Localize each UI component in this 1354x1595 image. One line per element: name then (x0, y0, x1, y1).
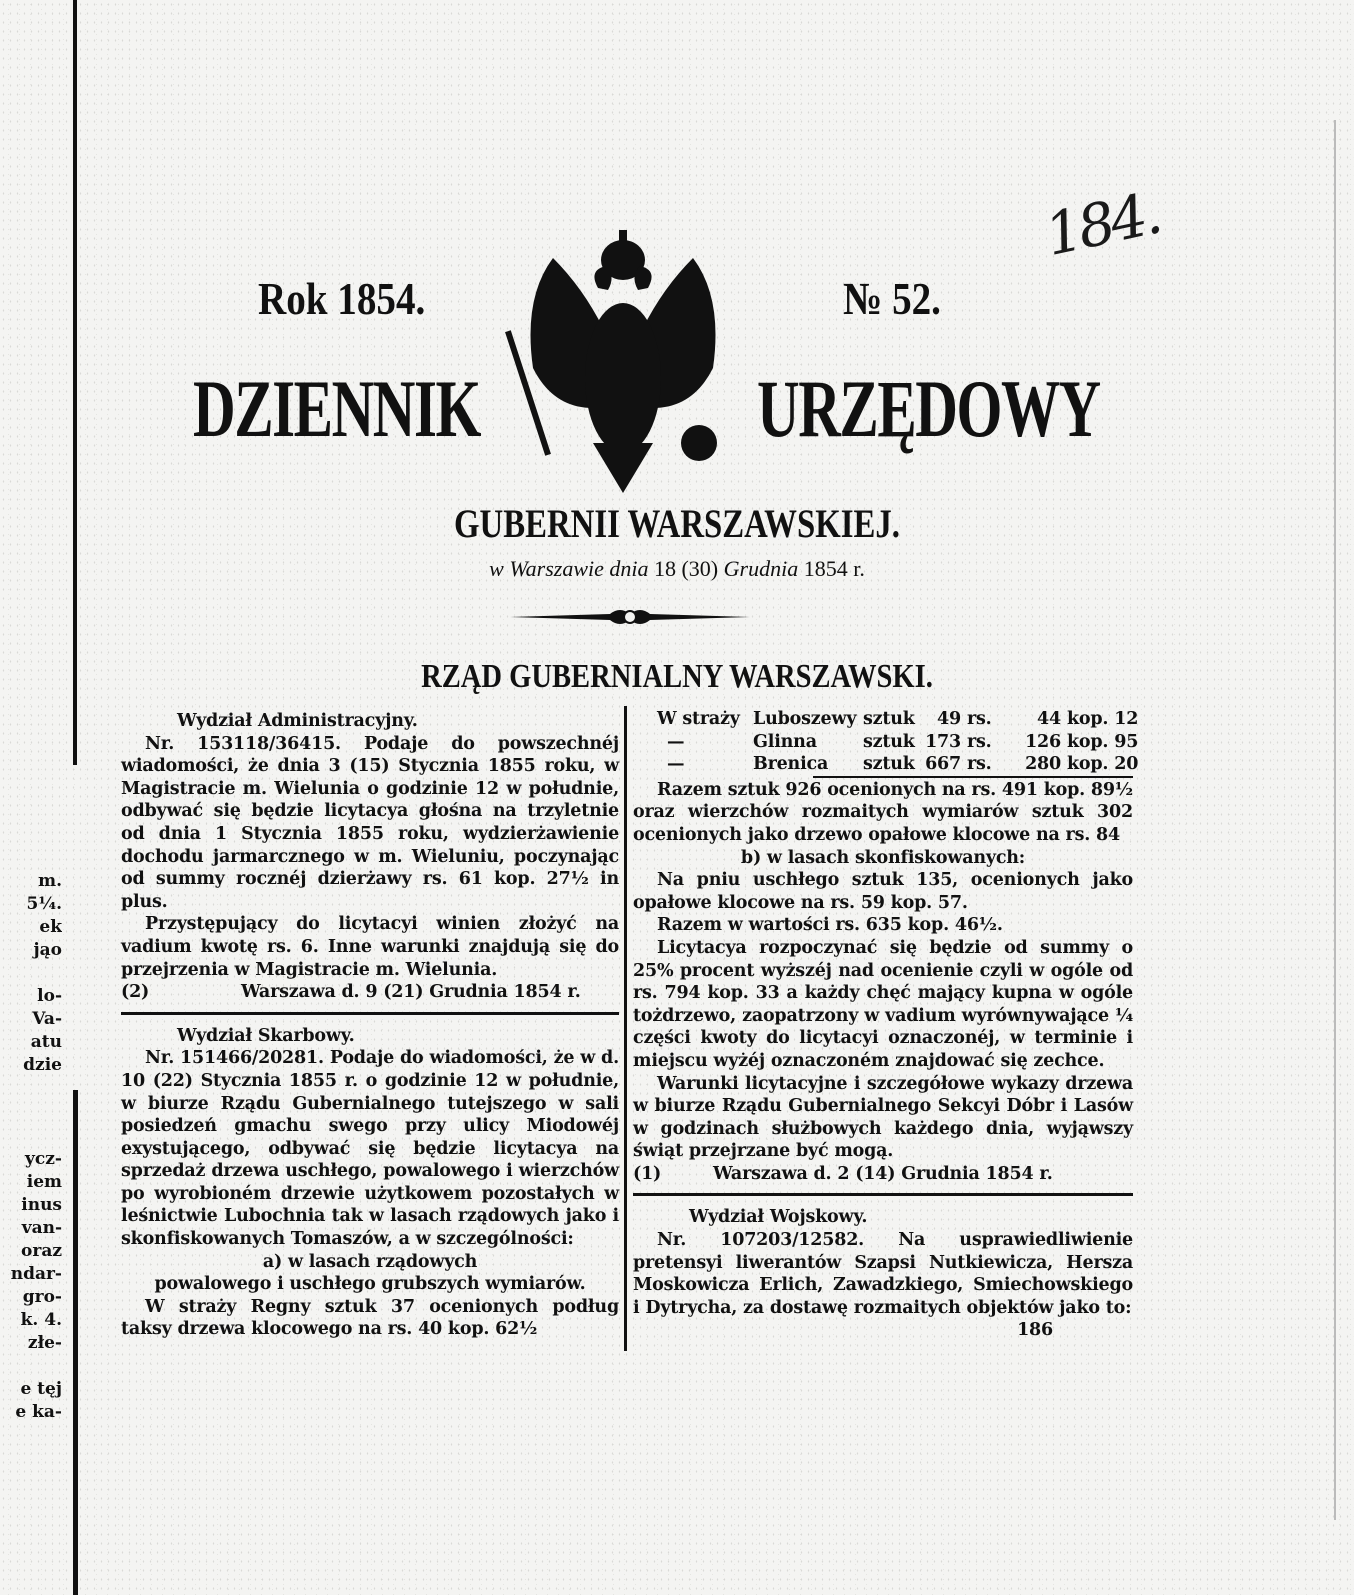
notice-number: (2) (121, 982, 150, 1003)
row-place: Luboszewy (753, 709, 857, 729)
licytacya-paragraph: Licytacya rozpoczynać się będzie od summy o 25% procent wyższéj nad ocenienie czyli w ogóle od rs. 794 kop. 33 a każdy chęć mający kupna w ogóle tożdrzewo, zaopatrzony w vadium wyrównywające ¼ części kwoty do licytacyi oznaczonéj, w terminie i miejscu wyżéj oznaczoném znajdować się zechce. (633, 937, 1133, 1071)
dateline-prefix: w Warszawie dnia (489, 556, 649, 581)
fragment-line: iem (26, 1172, 62, 1192)
table-row (633, 708, 1139, 731)
fragment-line: van- (21, 1218, 62, 1238)
divider-ornament-icon (510, 602, 750, 632)
row-rs-label: rs. (967, 709, 992, 729)
notice-place-date: Warszawa d. 2 (14) Grudnia 1854 r. (713, 1163, 1053, 1184)
section-rule (633, 1193, 1133, 1196)
table-row (633, 731, 1139, 754)
title-dziennik: DZIENNIK (193, 363, 481, 454)
subheading-a: a) w lasach rządowych (262, 1251, 478, 1272)
sum-rule (813, 776, 1133, 778)
fragment-line: 5¼. (26, 894, 62, 914)
row-unit: sztuk (863, 709, 915, 729)
fragment-line (0, 1355, 62, 1378)
row-kop: kop. 12 (1067, 709, 1139, 729)
dateline-month: Grudnia (723, 556, 799, 581)
department-heading-administracyjny: Wydział Administracyjny. (177, 711, 418, 731)
adjacent-page-fragment-bottom (0, 1148, 62, 1424)
fragment-line: dzie (23, 1055, 62, 1075)
notice-paragraph: Nr. 151466/20281. Podaje do wiadomości, że w d. 10 (22) Stycznia 1855 r. o godzinie 12 w południe, w biurze Rządu Gubernialnego tutejszego w sali posiedzeń gmachu swego przy ulicy Miodowéj exystującego, odbywać się będzie licytacya na sprzedaż drzewa uschłego, powalowego i wierzchów po wyrobioném drzewie użytkowem pozostałych w leśnictwie Lubochnia tak w lasach rządowych jako i skonfiskowanych Tomaszów, a w szczególności: (121, 1048, 619, 1250)
fragment-line: e ka- (15, 1402, 62, 1422)
fragment-line: inus (21, 1195, 62, 1215)
fragment-line: m. (38, 871, 62, 891)
row-rs-label: rs. (967, 731, 992, 752)
row-place: Glinna (753, 731, 817, 752)
row-place: Brenica (753, 754, 829, 775)
department-heading-skarbowy: Wydział Skarbowy. (177, 1025, 355, 1046)
notice-place-date: Warszawa d. 9 (21) Grudnia 1854 r. (241, 982, 581, 1003)
right-column (633, 708, 1139, 1342)
row-prefix: — (667, 754, 685, 775)
column-divider (624, 706, 627, 1351)
fragment-line: k. 4. (20, 1310, 62, 1330)
row-unit: sztuk (863, 754, 915, 775)
fragment-line: ek (39, 917, 62, 937)
total-line: Razem sztuk 926 ocenionych na rs. 491 kop. 89½ (657, 779, 1133, 800)
row-rs-label: rs. (967, 754, 992, 775)
handwritten-folio-number: 184. (1039, 178, 1164, 270)
notice-signature (121, 981, 619, 1004)
row-rs: 280 (1025, 754, 1061, 775)
notice-paragraph: Przystępujący do licytacyi winien złożyć na vadium kwotę rs. 6. Inne warunki znajdują się do przejrzenia w Magistracie m. Wielunia. (121, 914, 619, 980)
subheading-b: b) w lasach skonfiskowanych: (740, 847, 1026, 868)
fragment-line: złe- (27, 1333, 62, 1353)
row-prefix: — (667, 731, 685, 752)
row-kop: kop. 95 (1067, 731, 1139, 752)
fragment-line: ycz- (25, 1149, 62, 1169)
adjacent-page-fragment-top (0, 870, 62, 1077)
fragment-line: lo- (37, 986, 62, 1006)
fragment-line: gro- (22, 1287, 62, 1307)
notice-paragraph: Nr. 107203/12582. Na usprawiedliwienie pretensyi liwerantów Szapsi Nutkiewicza, Hersza Moskowicza Erlich, Zawadzkiego, Smiechowskiego i Dytrycha, za dostawę rozmaitych objektów jako to: (633, 1230, 1133, 1318)
fragment-line (0, 962, 62, 985)
department-heading-wojskowy: Wydział Wojskowy. (689, 1207, 868, 1228)
section-rule (121, 1012, 619, 1015)
notice-signature (633, 1163, 1133, 1186)
issue-dateline (0, 556, 1354, 582)
table-row (633, 753, 1139, 776)
subtitle-gubernii: GUBERNII WARSZAWSKIEJ. (454, 501, 900, 546)
page-number: 186 (1017, 1320, 1053, 1341)
page-right-edge (1334, 120, 1336, 1520)
row-unit: sztuk (863, 731, 915, 752)
dateline-year: 1854 r. (803, 556, 865, 581)
row-count: 49 (937, 709, 961, 729)
fragment-line: Va- (32, 1009, 62, 1029)
value-total: Razem w wartości rs. 635 kop. 46½. (657, 915, 1003, 936)
section-heading: RZĄD GUBERNIALNY WARSZAWSKI. (421, 658, 933, 695)
b-paragraph: Na pniu uschłego sztuk 135, ocenionych jako opałowe klocowe na rs. 59 kop. 57. (633, 870, 1133, 913)
fragment-line: oraz (21, 1241, 62, 1261)
fragment-line: atu (30, 1032, 62, 1052)
notice-number: (1) (633, 1163, 662, 1184)
title-urzedowy: URZĘDOWY (757, 363, 1100, 454)
notice-paragraph: Nr. 153118/36415. Podaje do powszechnéj wiadomości, że dnia 3 (15) Stycznia 1855 roku, w Magistracie m. Wielunia o godzinie 12 w południe, odbywać się będzie licytacya głośna na trzyletnie od dnia 1 Stycznia 1855 roku, wydzierżawienie dochodu jarmarcznego w m. Wieluniu, poczynając od summy rocznéj dzierżawy rs. 61 kop. 27½ in plus. (121, 733, 619, 912)
row-rs: 44 (1037, 709, 1061, 729)
row-count: 667 (925, 754, 961, 775)
fragment-line: e tęj (20, 1379, 62, 1399)
page-binding-edge (73, 0, 77, 765)
dateline-day: 18 (30) (653, 556, 719, 581)
row-count: 173 (925, 731, 961, 752)
row-prefix: W straży (657, 709, 740, 729)
left-column (121, 710, 619, 1341)
year-label: Rok 1854. (258, 273, 426, 324)
row-rs: 126 (1025, 731, 1061, 752)
continuation-paragraph: oraz wierzchów rozmaitych wymiarów sztuk 302 ocenionych jako drzewo opałowe klocowe na rs. 84 (633, 802, 1133, 845)
subheading-a-detail: powalowego i uschłego grubszych wymiarów. (154, 1274, 586, 1295)
double-headed-eagle-icon (503, 228, 743, 498)
page-binding-edge-lower (73, 1090, 78, 1595)
regny-line: W straży Regny sztuk 37 ocenionych podług taksy drzewa klocowego na rs. 40 kop. 62½ (121, 1296, 619, 1340)
issue-number: № 52. (843, 273, 941, 324)
warunki-paragraph: Warunki licytacyjne i szczegółowe wykazy drzewa w biurze Rządu Gubernialnego Sekcyi Dóbr i Lasów w godzinach służbowych każdego dnia, wyjąwszy świąt przejrzane być mogą. (633, 1073, 1133, 1162)
row-kop: kop. 20 (1067, 754, 1139, 775)
fragment-line: ndar- (10, 1264, 62, 1284)
fragment-line: jąo (33, 940, 62, 960)
